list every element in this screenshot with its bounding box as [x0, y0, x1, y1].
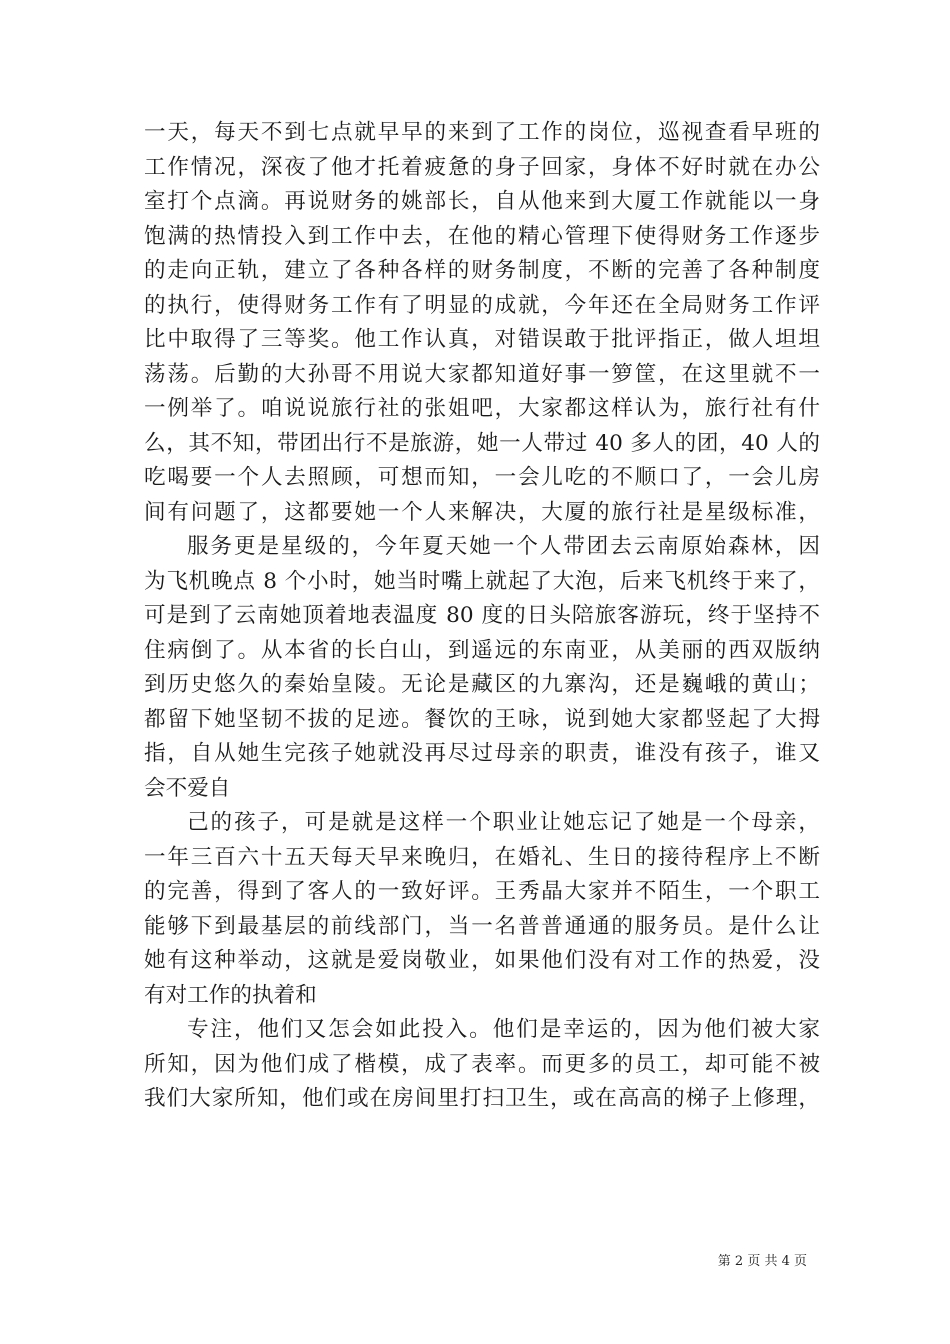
text-line: 间有问题了，这都要她一个人来解决，大厦的旅行社是星级标准，	[144, 499, 820, 525]
text-line: 比中取得了三等奖。他工作认真，对错误敢于批评指正，做人坦坦	[144, 327, 820, 352]
document-body	[144, 116, 820, 1117]
text-line-paragraph-end: 会不爱自	[144, 775, 231, 801]
text-line-paragraph-start: 服务更是星级的，今年夏天她一个人带团去云南原始森林，因	[187, 534, 820, 559]
text-line: 能够下到最基层的前线部门，当一名普普通通的服务员。是什么让	[144, 913, 820, 939]
text-line: 住病倒了。从本省的长白山，到遥远的东南亚，从美丽的西双版纳	[144, 637, 820, 663]
text-line: 到历史悠久的秦始皇陵。无论是藏区的九寨沟，还是巍峨的黄山；	[144, 672, 820, 697]
text-line-paragraph-start: 专注，他们又怎会如此投入。他们是幸运的，因为他们被大家	[187, 1017, 820, 1042]
text-line: 室打个点滴。再说财务的姚部长，自从他来到大厦工作就能以一身	[144, 189, 820, 214]
text-line: 一天，每天不到七点就早早的来到了工作的岗位，巡视查看早班的	[144, 120, 820, 145]
text-line: 的执行，使得财务工作有了明显的成就，今年还在全局财务工作评	[144, 292, 820, 318]
text-line: 指，自从她生完孩子她就没再尽过母亲的职责，谁没有孩子，谁又	[144, 741, 820, 766]
text-line: 我们大家所知，他们或在房间里打扫卫生，或在高高的梯子上修理，	[144, 1086, 820, 1111]
text-line: 一年三百六十五天每天早来晚归，在婚礼、生日的接待程序上不断	[144, 844, 820, 870]
page-number: 第 2 页 共 4 页	[717, 1254, 807, 1269]
text-line: 她有这种举动，这就是爱岗敬业，如果他们没有对工作的热爱，没	[144, 948, 820, 973]
text-line: 么，其不知，带团出行不是旅游，她一人带过 40 多人的团，40 人的	[144, 430, 820, 456]
text-line-paragraph-end: 有对工作的执着和	[144, 982, 317, 1008]
text-line: 吃喝要一个人去照顾，可想而知，一会儿吃的不顺口了，一会儿房	[144, 465, 820, 490]
text-line: 的走向正轨，建立了各种各样的财务制度，不断的完善了各种制度	[144, 258, 820, 283]
text-line-paragraph-start: 己的孩子，可是就是这样一个职业让她忘记了她是一个母亲，	[187, 810, 820, 835]
text-line: 饱满的热情投入到工作中去，在他的精心管理下使得财务工作逐步	[144, 223, 820, 249]
text-line: 一例举了。咱说说旅行社的张姐吧，大家都这样认为，旅行社有什	[144, 396, 820, 421]
text-line: 荡荡。后勤的大孙哥不用说大家都知道好事一箩筐，在这里就不一	[144, 361, 820, 387]
text-line: 工作情况，深夜了他才托着疲惫的身子回家，身体不好时就在办公	[144, 154, 820, 180]
text-line: 的完善，得到了客人的一致好评。王秀晶大家并不陌生，一个职工	[144, 879, 820, 904]
text-line: 可是到了云南她顶着地表温度 80 度的日头陪旅客游玩，终于坚持不	[144, 603, 820, 628]
text-line: 都留下她坚韧不拔的足迹。餐饮的王咏，说到她大家都竖起了大拇	[144, 706, 820, 732]
text-line: 所知，因为他们成了楷模，成了表率。而更多的员工，却可能不被	[144, 1051, 820, 1077]
text-line: 为飞机晚点 8 个小时，她当时嘴上就起了大泡，后来飞机终于来了，	[144, 568, 820, 594]
